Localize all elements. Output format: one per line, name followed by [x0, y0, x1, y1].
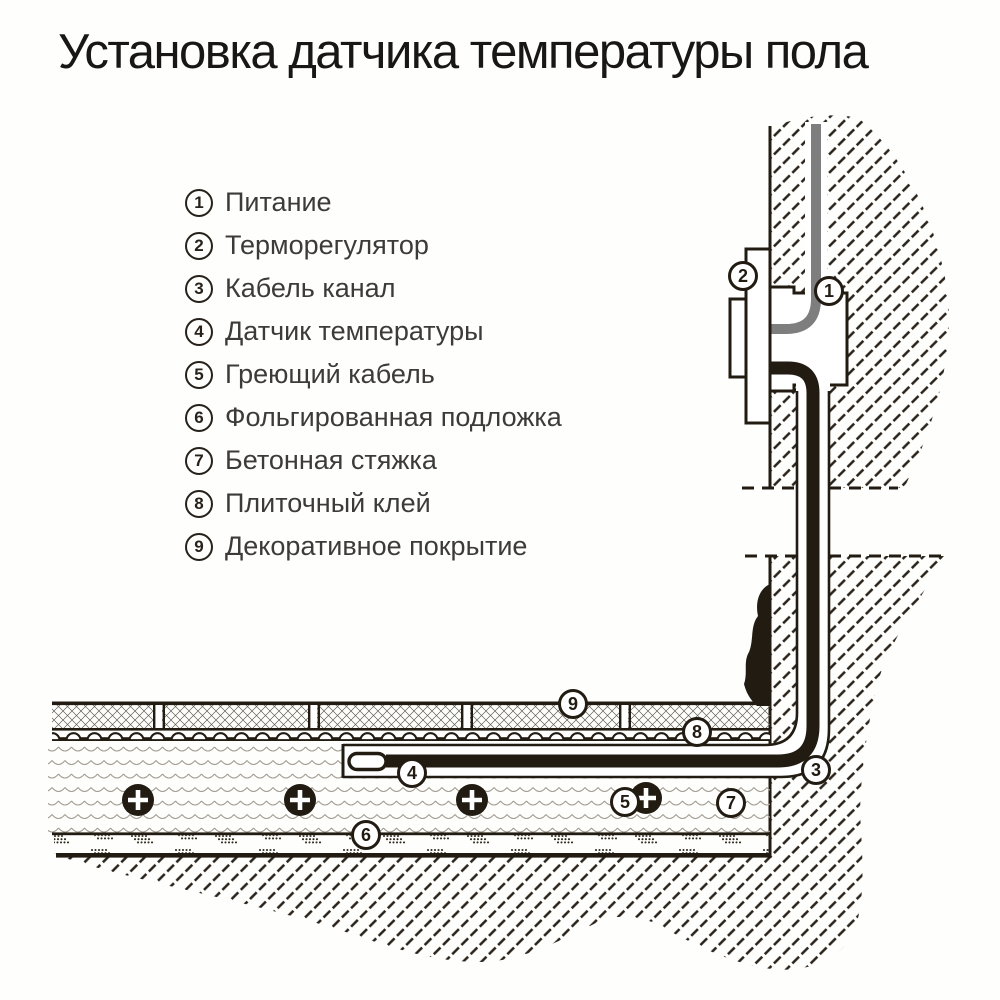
- legend-item-foil-underlay: [185, 396, 562, 439]
- legend-number-badge: 2: [185, 232, 213, 260]
- legend-label: Питание: [225, 187, 332, 217]
- callout-power: 1: [814, 276, 844, 306]
- legend-item-power: [185, 181, 562, 224]
- legend-item-decorative-covering: [185, 525, 562, 568]
- page-title: Установка датчика температуры пола: [58, 25, 868, 79]
- legend-number-badge: 1: [185, 189, 213, 217]
- tile-adhesive-layer: [52, 730, 770, 743]
- section-break-lines: [742, 488, 944, 556]
- legend-item-cable-channel: [185, 267, 562, 310]
- callout-heating-cable: 5: [610, 787, 640, 817]
- legend-item-concrete-screed: [185, 439, 562, 482]
- legend-label: Терморегулятор: [225, 230, 429, 260]
- foil-underlay-layer: [54, 835, 770, 853]
- callout-cable-channel: 3: [801, 755, 831, 785]
- legend-number-badge: 9: [185, 533, 213, 561]
- callout-thermostat: 2: [728, 261, 758, 291]
- legend-item-thermostat: [185, 224, 562, 267]
- legend-item-heating-cable: [185, 353, 562, 396]
- callout-concrete-screed: 7: [716, 788, 746, 818]
- legend-label: Фольгированная подложка: [225, 402, 562, 432]
- legend-number-badge: 7: [185, 447, 213, 475]
- legend-number-badge: 8: [185, 490, 213, 518]
- legend-label: Плиточный клей: [225, 488, 431, 518]
- legend-label: Датчик температуры: [225, 316, 484, 346]
- legend-label: Декоративное покрытие: [225, 531, 528, 561]
- legend-number-badge: 6: [185, 404, 213, 432]
- callout-tile-adhesive: 8: [682, 717, 712, 747]
- legend-label: Кабель канал: [225, 273, 396, 303]
- legend-number-badge: 4: [185, 318, 213, 346]
- legend-label: Бетонная стяжка: [225, 445, 437, 475]
- legend-number-badge: 5: [185, 361, 213, 389]
- corner-sealant: [744, 584, 770, 706]
- legend-number-badge: 3: [185, 275, 213, 303]
- legend-label: Греющий кабель: [225, 359, 435, 389]
- legend-item-temperature-sensor: [185, 310, 562, 353]
- callout-temperature-sensor: 4: [397, 758, 427, 788]
- temperature-sensor-bulb: [349, 754, 386, 770]
- legend-item-tile-adhesive: [185, 482, 562, 525]
- callout-foil-underlay: 6: [351, 820, 381, 850]
- callout-decorative-covering: 9: [558, 689, 588, 719]
- legend: [185, 181, 562, 568]
